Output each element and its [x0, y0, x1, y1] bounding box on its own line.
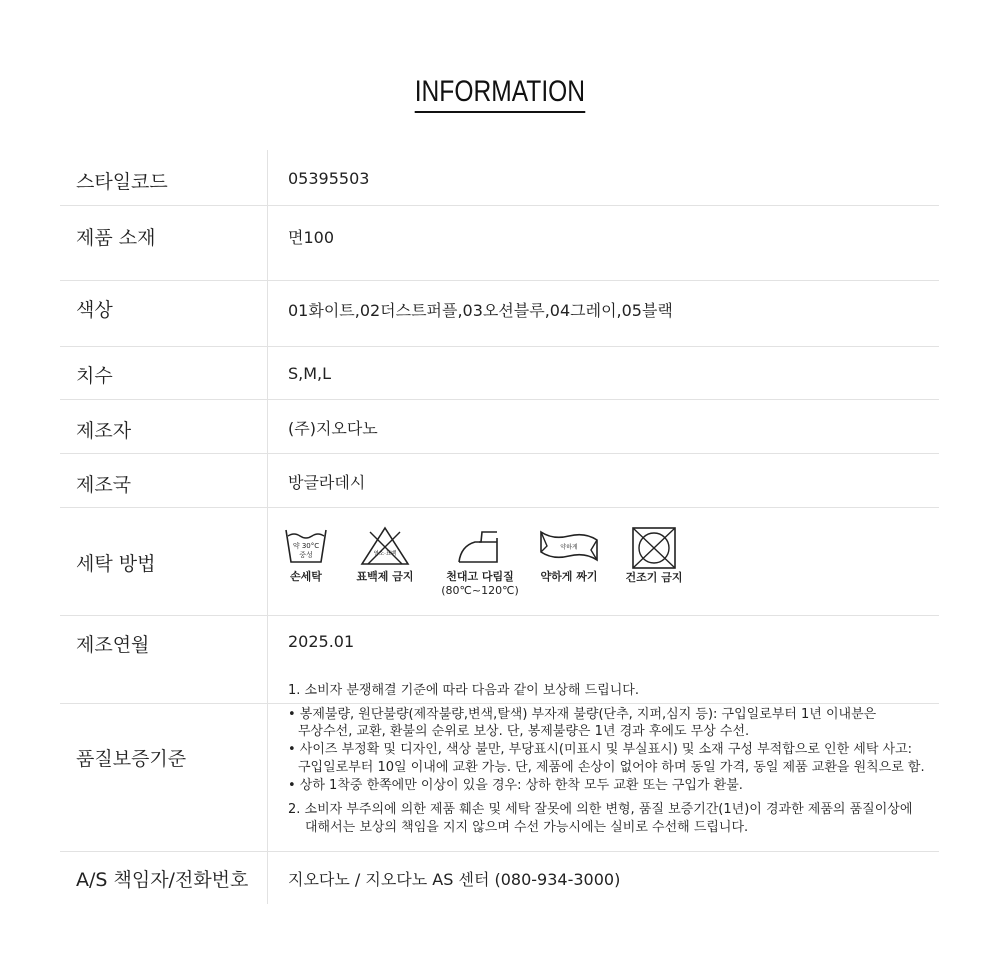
row-style-code [60, 150, 939, 206]
quality-bullet: • 사이즈 부정확 및 디자인, 색상 불만, 부당표시(미표시 및 부실표시) 및 소재 구성 부적합으로 인한 세탁 사고: [288, 742, 913, 757]
row-value: S,M,L [288, 364, 332, 383]
row-label: 세탁 방법 [76, 553, 156, 575]
row-value: 01화이트,02더스트퍼플,03오션블루,04그레이,05블랙 [288, 301, 673, 320]
quality-bullet: • 상하 1착중 한쪽에만 이상이 있을 경우: 상하 한착 모두 교환 또는 구입가 환불. [288, 778, 743, 793]
page-title: INFORMATION [415, 74, 585, 113]
row-size [60, 347, 939, 400]
row-label: 치수 [76, 365, 113, 387]
care-inner-text: 염소·표백 [373, 551, 397, 557]
row-quality [60, 704, 939, 852]
row-maker [60, 400, 939, 454]
row-label: 색상 [76, 299, 113, 321]
row-label: 제조연월 [76, 634, 150, 656]
gentle-wring-icon [539, 526, 599, 566]
care-label: 표백제 금지 [356, 570, 414, 583]
row-label: 제조자 [76, 420, 132, 442]
care-label-temp: (80℃~120℃) [441, 584, 519, 597]
row-label: 스타일코드 [76, 171, 168, 193]
row-as [60, 852, 939, 904]
row-washing [60, 508, 939, 616]
row-label: 품질보증기준 [76, 748, 187, 770]
row-value: 방글라데시 [288, 473, 366, 492]
care-tub-text: 약 30°C [292, 542, 320, 550]
quality-bullet: • 봉제불량, 원단불량(제작불량,변색,탈색) 부자재 불량(단추, 지퍼,심지 등): 구입일로부터 1년 이내분은 [288, 707, 877, 722]
care-label: 천대고 다림질 [446, 570, 514, 583]
care-symbols [283, 526, 703, 606]
page-title-wrap [0, 74, 1000, 113]
care-inner-text: 약하게 [560, 544, 578, 551]
care-label: 약하게 짜기 [540, 570, 598, 583]
care-label: 건조기 금지 [625, 571, 683, 584]
quality-bullet-cont: 무상수선, 교환, 환불의 순위로 보상. 단, 봉제불량은 1년 경과 후에도 무상 수선. [298, 724, 750, 739]
no-bleach-icon [360, 526, 410, 566]
care-wring [538, 526, 600, 584]
no-tumble-dry-icon [631, 526, 677, 570]
row-material [60, 206, 939, 281]
care-no-bleach [355, 526, 415, 584]
quality-item-2: 2. 소비자 부주의에 의한 제품 훼손 및 세탁 잘못에 의한 변형, 품질 보증기간(1년)이 경과한 제품의 품질이상에 [288, 802, 913, 817]
row-label: A/S 책임자/전화번호 [76, 869, 249, 891]
row-value: 05395503 [288, 169, 370, 188]
row-value: 2025.01 [288, 632, 355, 651]
care-hand-wash [283, 526, 329, 584]
care-iron [440, 526, 520, 598]
row-value: 지오다노 / 지오다노 AS 센터 (080-934-3000) [288, 870, 621, 889]
row-value: (주)지오다노 [288, 419, 378, 438]
row-label: 제품 소재 [76, 227, 156, 249]
quality-item-1: 1. 소비자 분쟁해결 기준에 따라 다음과 같이 보상해 드립니다. [288, 683, 639, 698]
row-label: 제조국 [76, 474, 132, 496]
row-value: 면100 [288, 228, 334, 247]
care-label: 손세탁 [290, 570, 322, 583]
row-country [60, 454, 939, 508]
quality-item-2-cont: 대해서는 보상의 책임을 지지 않으며 수선 가능시에는 실비로 수선해 드립니다. [305, 820, 749, 835]
iron-icon [455, 526, 505, 566]
row-date [60, 616, 939, 704]
care-tub-text: 중성 [299, 551, 313, 559]
hand-wash-icon [284, 526, 328, 566]
care-no-dry [623, 526, 685, 585]
quality-bullet-cont: 구입일로부터 10일 이내에 교환 가능. 단, 제품에 손상이 없어야 하며 동일 가격, 동일 제품 교환을 원칙으로 함. [298, 760, 925, 775]
row-color [60, 281, 939, 347]
